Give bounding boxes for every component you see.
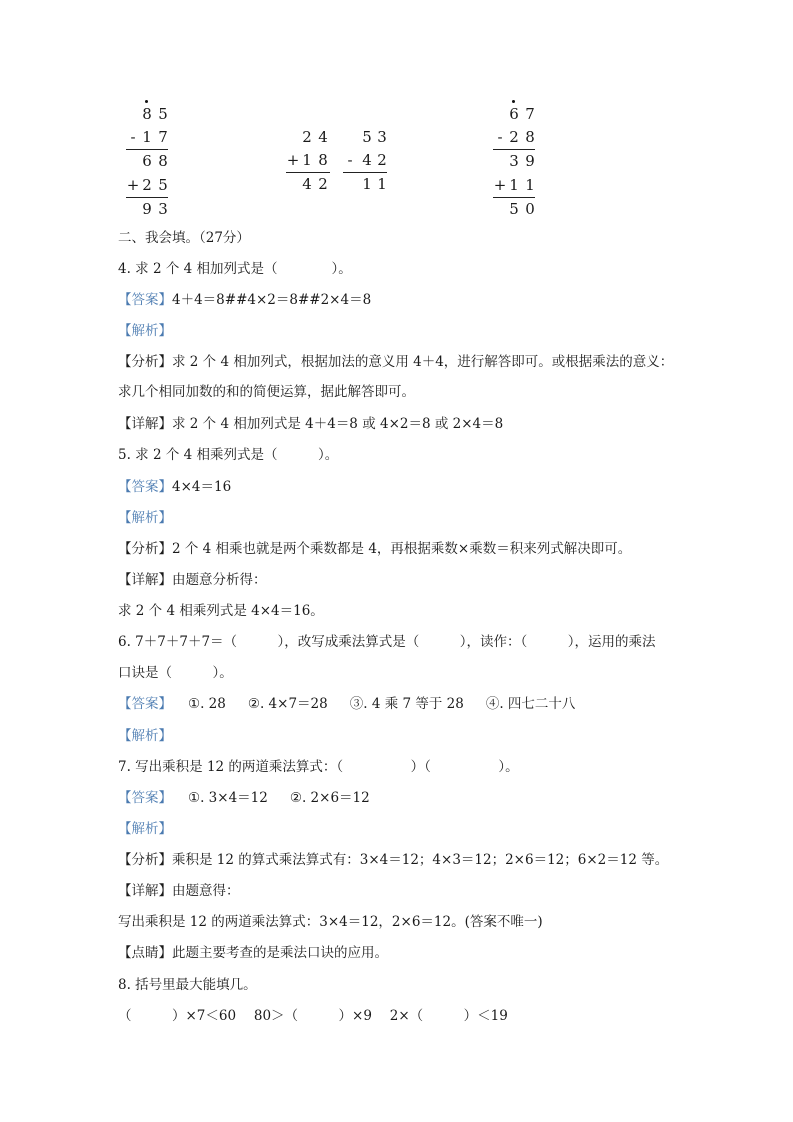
q4-fenxi-line-2: 求几个相同加数的和的简便运算，据此解答即可。: [118, 384, 415, 400]
q4-fenxi: 求 2 个 4 相加列式，根据加法的意义用 4＋4，进行解答即可。或根据乘法的意义：: [172, 354, 674, 370]
calc-digit: 1: [142, 128, 152, 146]
q6-answer-2: ②. 4×7＝28: [247, 696, 328, 712]
question-6: 6. 7＋7＋7＋7＝（ ），改写成乘法算式是（ ），读作：（ ），运用的乘法: [118, 634, 656, 650]
calc-digit: 1: [525, 176, 535, 194]
q6-answer-1: ①. 28: [188, 696, 226, 712]
section-heading: 二、我会填。（27分）: [118, 230, 250, 246]
detail-tag: 【详解】: [118, 883, 172, 899]
calc-digit: 8: [158, 152, 168, 170]
plus-sign: +: [286, 151, 300, 169]
q6-answer-3: ③. 4 乘 7 等于 28: [349, 696, 464, 712]
q7-detail-line-2: 写出乘积是 12 的两道乘法算式：3×4＝12，2×6＝12。(答案不唯一): [118, 914, 543, 930]
minus-sign: -: [497, 128, 503, 146]
question-4: 4. 求 2 个 4 相加列式是（ ）。: [118, 261, 352, 277]
calc-digit: 8: [525, 128, 535, 146]
q5-detail-line-2: 求 2 个 4 相乘列式是 4×4＝16。: [118, 603, 324, 619]
calc-digit: 6: [509, 105, 519, 123]
dianjing-tag: 【点睛】: [118, 945, 172, 961]
q7-analysis-line: [118, 819, 172, 839]
fenxi-tag: 【分析】: [118, 354, 172, 370]
q5-answer-line: [118, 477, 231, 497]
calc-digit: 4: [318, 128, 328, 146]
calc-digit: 2: [142, 176, 152, 194]
answer-tag: 【答案】: [118, 292, 172, 308]
q7-answer-2: ②. 2×6＝12: [289, 790, 370, 806]
calc-digit: 1: [302, 151, 312, 169]
q5-answer: 4×4＝16: [172, 479, 232, 495]
detail-tag: 【详解】: [118, 416, 172, 432]
q4-detail: 求 2 个 4 相加列式是 4＋4＝8 或 4×2＝8 或 2×4＝8: [172, 416, 504, 432]
analysis-tag: 【解析】: [118, 821, 172, 837]
calc-digit: 2: [509, 128, 519, 146]
answer-tag: 【答案】: [118, 479, 172, 495]
q7-answer-1: ①. 3×4＝12: [188, 790, 268, 806]
q8-inequalities: （ ）×7＜60 80＞（ ）×9 2×（ ）＜19: [118, 1008, 508, 1024]
calc-digit: 8: [318, 151, 328, 169]
plus-sign: +: [126, 176, 140, 194]
q5-fenxi-line: [118, 539, 631, 559]
q7-detail-line: [118, 881, 240, 901]
calc-digit: 5: [158, 105, 168, 123]
calc-digit: 3: [509, 152, 519, 170]
calc-digit: 2: [318, 175, 328, 193]
calc-digit: 7: [158, 128, 168, 146]
question-6-line-2: 口诀是（ ）。: [118, 665, 233, 681]
q6-answer-4: ④. 四七二十八: [485, 696, 576, 712]
analysis-tag: 【解析】: [118, 323, 172, 339]
fenxi-tag: 【分析】: [118, 852, 172, 868]
q4-answer-line: [118, 290, 371, 310]
q4-answer: 4＋4＝8##4×2＝8##2×4＝8: [172, 292, 372, 308]
q7-dianjing: 此题主要考查的是乘法口诀的应用。: [172, 945, 388, 961]
question-8: 8. 括号里最大能填几。: [118, 977, 257, 993]
q4-fenxi-line: [118, 352, 673, 372]
q6-answer-line: [118, 694, 575, 714]
q4-detail-line: [118, 414, 503, 434]
answer-tag: 【答案】: [118, 790, 172, 806]
q7-fenxi: 乘积是 12 的算式乘法算式有：3×4＝12；4×3＝12；2×6＝12；6×2＝12 等。: [172, 852, 669, 868]
answer-tag: 【答案】: [118, 696, 172, 712]
minus-sign: -: [347, 151, 353, 169]
q7-dianjing-line: [118, 943, 388, 963]
calc-digit: 4: [362, 151, 372, 169]
q6-analysis-line: [118, 726, 172, 746]
calc-digit: 1: [509, 176, 519, 194]
q5-detail-line: [118, 570, 267, 590]
vertical-calc-mid-sub: [343, 126, 389, 196]
minus-sign: -: [130, 128, 136, 146]
calc-digit: 9: [525, 152, 535, 170]
q7-answer-line: [118, 788, 370, 808]
q7-fenxi-line: [118, 850, 668, 870]
detail-tag: 【详解】: [118, 572, 172, 588]
calc-digit: 1: [377, 175, 387, 193]
analysis-tag: 【解析】: [118, 510, 172, 526]
question-7: 7. 写出乘积是 12 的两道乘法算式：（ ）（ ）。: [118, 759, 519, 775]
calc-digit: 0: [525, 200, 535, 218]
calc-digit: 2: [302, 128, 312, 146]
q5-fenxi: 2 个 4 相乘也就是两个乘数都是 4，再根据乘数×乘数＝积来列式解决即可。: [172, 541, 632, 557]
question-5: 5. 求 2 个 4 相乘列式是（ ）。: [118, 447, 339, 463]
q5-analysis-line: [118, 508, 172, 528]
calc-digit: 8: [142, 105, 152, 123]
q5-detail: 由题意分析得：: [172, 572, 267, 588]
fenxi-tag: 【分析】: [118, 541, 172, 557]
calc-digit: 1: [362, 175, 372, 193]
plus-sign: +: [493, 176, 507, 194]
calc-digit: 7: [525, 105, 535, 123]
q7-detail: 由题意得：: [172, 883, 240, 899]
vertical-calc-right: [493, 103, 539, 221]
vertical-calc-mid-add: [286, 126, 332, 196]
calc-digit: 6: [142, 152, 152, 170]
vertical-calc-left: [126, 103, 172, 221]
calc-digit: 2: [377, 151, 387, 169]
calc-digit: 5: [158, 176, 168, 194]
calc-digit: 3: [158, 200, 168, 218]
calc-digit: 3: [377, 128, 387, 146]
calc-digit: 9: [142, 200, 152, 218]
calc-digit: 5: [509, 200, 519, 218]
calc-digit: 4: [302, 175, 312, 193]
calc-digit: 5: [362, 128, 372, 146]
analysis-tag: 【解析】: [118, 728, 172, 744]
q4-analysis-line: [118, 321, 172, 341]
